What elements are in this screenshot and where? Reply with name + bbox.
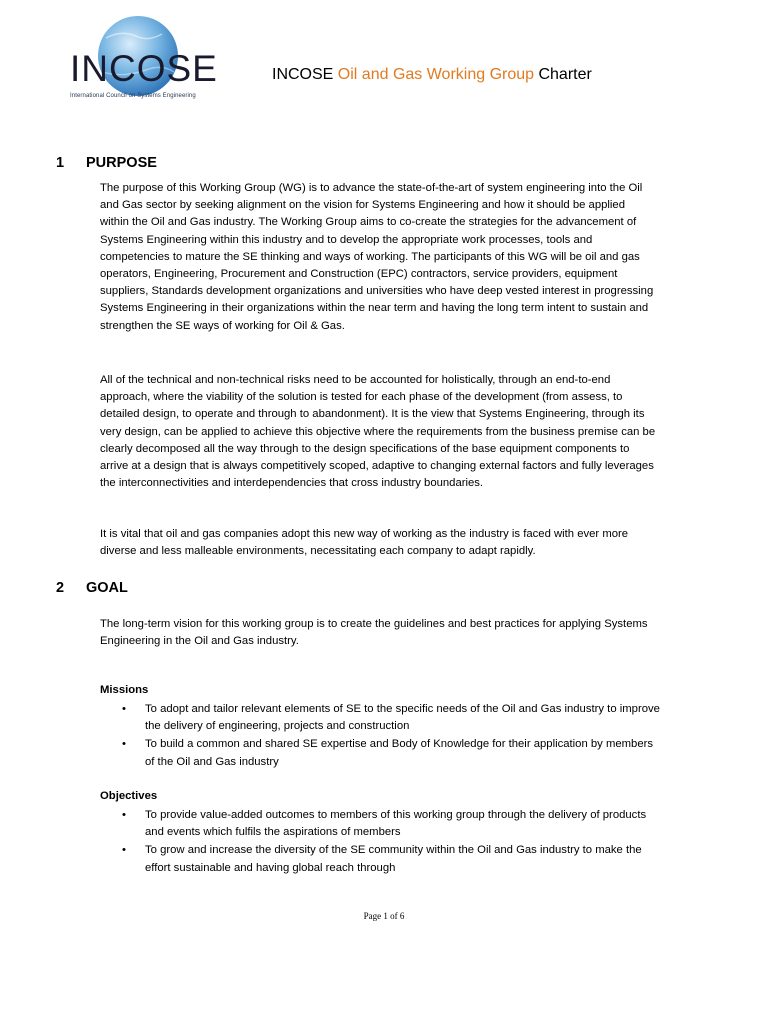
goal-paragraph: The long-term vision for this working group is to create the guidelines and best practices for applying Systems Engineering in the Oil and Gas industry.: [100, 618, 648, 648]
bullet-glyph: •: [122, 703, 126, 715]
objectives-heading: Objectives: [100, 790, 158, 802]
list-item: [100, 701, 660, 735]
section-heading-purpose: [56, 155, 157, 171]
list-item-text: To provide value-added outcomes to members of this working group through the delivery of products and events which fulfils the aspirations of members: [145, 809, 647, 839]
section-heading-goal: [56, 580, 128, 596]
objectives-list: [100, 807, 660, 878]
section-title: PURPOSE: [86, 155, 157, 171]
logo-subtitle: International Council on Systems Engineering: [70, 93, 196, 99]
list-item-text: To adopt and tailor relevant elements of SE to the specific needs of the Oil and Gas industry to improve the delivery of engineering, projects and construction: [145, 703, 660, 733]
missions-heading: Missions: [100, 684, 149, 696]
title-suffix: Charter: [534, 66, 592, 83]
document-title: [272, 66, 592, 84]
purpose-paragraph-2: All of the technical and non-technical risks need to be accounted for holistically, through an end-to-end approach, where the viability of the solution is tested for each phase of the development (from assess, to detailed design, to operate and through to abandonment). It is the view that Systems Engineering, through its very design, can be applied to achieve this objective where the requirements from the business premise can be clearly decomposed all the way through to the design specifications of the base equipment components to arrive at a design that is always competitively scoped, adaptive to changing external factors and fully leverages the interconnectivities and interdependencies that cross industry boundaries.: [100, 374, 656, 490]
list-item-text: To build a common and shared SE expertise and Body of Knowledge for their application by members of the Oil and Gas industry: [145, 738, 654, 768]
section-number: 1: [56, 155, 65, 171]
section-title: GOAL: [86, 580, 128, 596]
page-number: Page 1 of 6: [363, 911, 405, 921]
logo-name: INCOSE: [70, 48, 218, 89]
title-prefix: INCOSE: [272, 66, 338, 83]
title-accent: Oil and Gas Working Group: [337, 66, 535, 83]
purpose-paragraph-1: The purpose of this Working Group (WG) is to advance the state-of-the-art of system engineering into the Oil and Gas sector by seeking alignment on the vision for Systems Engineering and how it should be applied within the Oil and Gas industry. The Working Group aims to co-create the strategies for the advancement of Systems Engineering within this industry and to develop the appropriate work processes, tools and competencies to mature the SE thinking and ways of working. The participants of this WG will be oil and gas operators, Engineering, Procurement and Construction (EPC) contractors, service providers, equipment suppliers, Standards development organizations and universities who have deep vested interest in progressing Systems Engineering in their organizations within the near term and having the long term intent to sustain and strengthen the SE ways of working for Oil & Gas.: [100, 182, 654, 332]
incose-logo: [66, 16, 218, 104]
missions-list: [100, 701, 660, 772]
list-item-text: To grow and increase the diversity of the SE community within the Oil and Gas industry to make the effort sustainable and having global reach through: [145, 844, 642, 874]
section-number: 2: [56, 580, 65, 596]
list-item: [100, 842, 660, 876]
list-item: [100, 736, 660, 770]
bullet-glyph: •: [122, 738, 126, 751]
list-item: [100, 807, 660, 841]
bullet-glyph: •: [122, 844, 126, 857]
purpose-paragraph-3: It is vital that oil and gas companies adopt this new way of working as the industry is faced with ever more diverse and less malleable environments, necessitating each company to adapt rapidly.: [100, 528, 629, 558]
bullet-glyph: •: [122, 809, 126, 821]
